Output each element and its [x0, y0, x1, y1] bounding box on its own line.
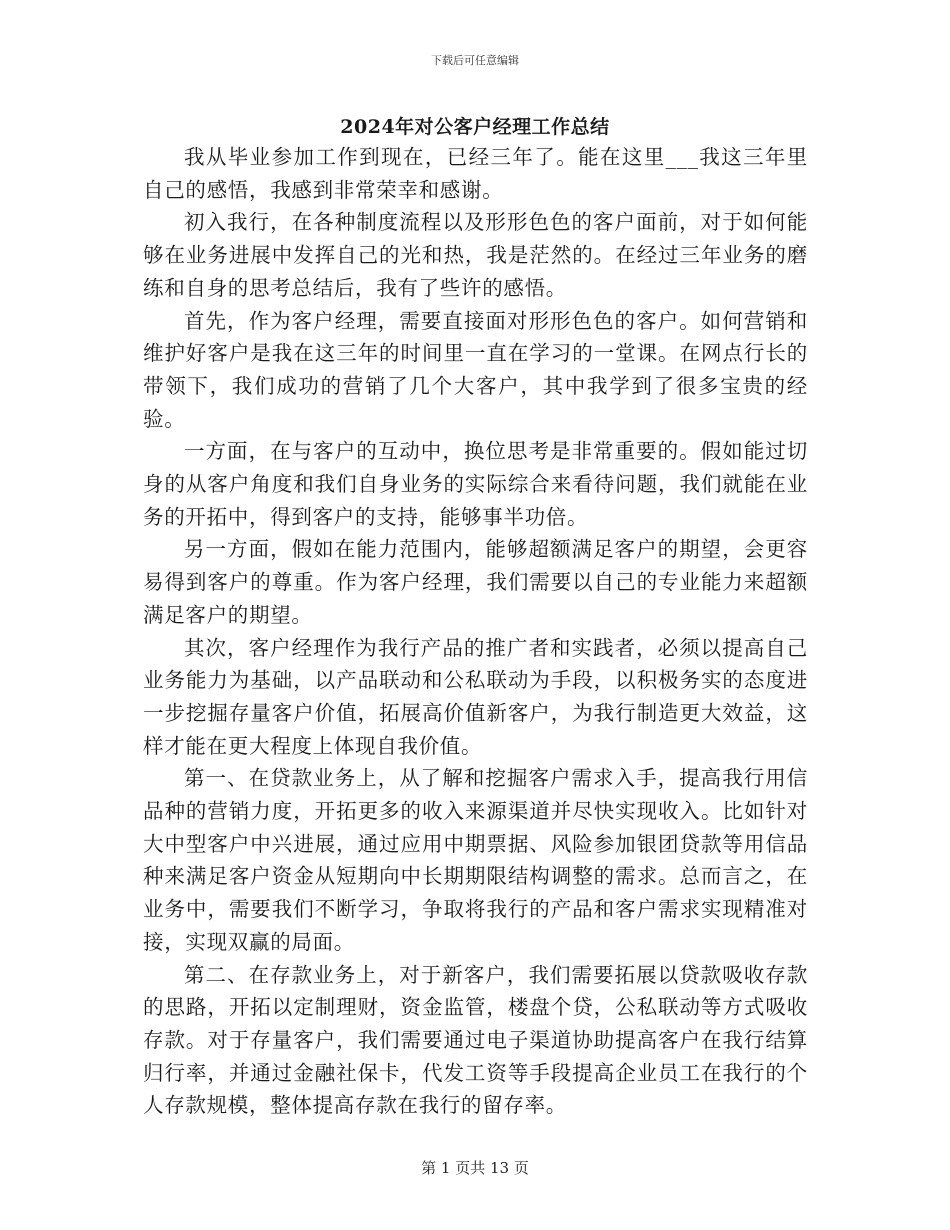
paragraph: 我从毕业参加工作到现在，已经三年了。能在这里___我这三年里自己的感悟，我感到非常荣幸和感谢。 — [143, 145, 808, 202]
paragraph: 第一、在贷款业务上，从了解和挖掘客户需求入手，提高我行用信品种的营销力度，开拓更多的收入来源渠道并尽快实现收入。比如针对大中型客户中兴进展，通过应用中期票据、风险参加银团贷款等用信品种来满足客户资金从短期向中长期期限结构调整的需求。总而言之，在业务中，需要我们不断学习，争取将我行的产品和客户需求实现精准对接，实现双赢的局面。 — [143, 766, 808, 954]
header-note: 下载后可任意编辑 — [431, 54, 519, 67]
document-title: 2024年对公客户经理工作总结 — [340, 116, 610, 138]
paragraph: 其次，客户经理作为我行产品的推广者和实践者，必须以提高自己业务能力为基础，以产品联动和公私联动为手段，以积极务实的态度进一步挖掘存量客户价值，拓展高价值新客户，为我行制造更大效益，这样才能在更大程度上体现自我价值。 — [143, 635, 808, 758]
paragraph: 一方面，在与客户的互动中，换位思考是非常重要的。假如能过切身的从客户角度和我们自身业务的实际综合来看待问题，我们就能在业务的开拓中，得到客户的支持，能够事半功倍。 — [143, 439, 808, 529]
page-number-footer: 第 1 页共 13 页 — [421, 1159, 529, 1177]
paragraph: 首先，作为客户经理，需要直接面对形形色色的客户。如何营销和维护好客户是我在这三年的时间里一直在学习的一堂课。在网点行长的带领下，我们成功的营销了几个大客户，其中我学到了很多宝贵的经验。 — [143, 308, 808, 431]
paragraph: 另一方面，假如在能力范围内，能够超额满足客户的期望，会更容易得到客户的尊重。作为客户经理，我们需要以自己的专业能力来超额满足客户的期望。 — [143, 537, 808, 627]
paragraph: 初入我行，在各种制度流程以及形形色色的客户面前，对于如何能够在业务进展中发挥自己的光和热，我是茫然的。在经过三年业务的磨练和自身的思考总结后，我有了些许的感悟。 — [143, 210, 808, 300]
paragraph: 第二、在存款业务上，对于新客户，我们需要拓展以贷款吸收存款的思路，开拓以定制理财，资金监管，楼盘个贷，公私联动等方式吸收存款。对于存量客户，我们需要通过电子渠道协助提高客户在我行结算归行率，并通过金融社保卡，代发工资等手段提高企业员工在我行的个人存款规模，整体提高存款在我行的留存率。 — [143, 962, 808, 1118]
document-body — [143, 141, 808, 1122]
